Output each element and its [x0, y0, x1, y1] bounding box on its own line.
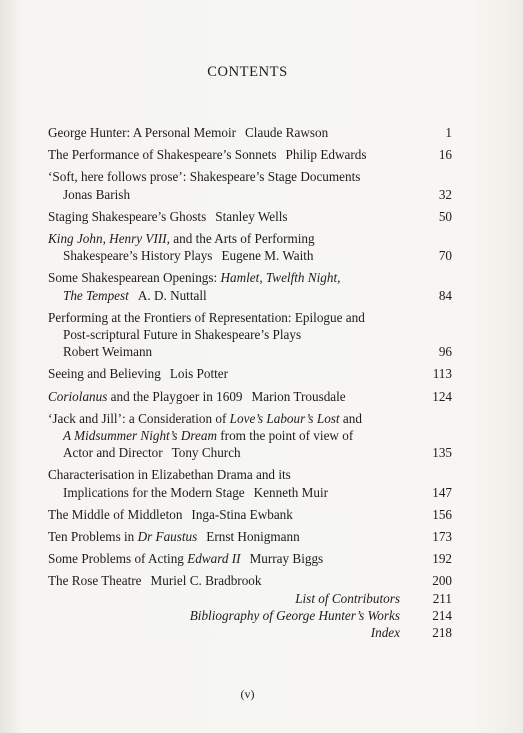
toc-entry — [48, 590, 452, 607]
toc-page-number: 32 — [438, 186, 452, 202]
toc-entry — [48, 572, 452, 589]
toc-title-text: from the point of view of — [216, 428, 354, 444]
toc-page-number: 173 — [432, 529, 452, 545]
toc-italic-title: Bibliography of George Hunter’s Works — [189, 607, 400, 623]
toc-title-text: and the Arts of Performing — [169, 231, 315, 247]
toc-entry-line — [48, 506, 452, 523]
toc-entry — [48, 466, 452, 500]
toc-page-number: 211 — [432, 590, 452, 606]
toc-entry — [48, 607, 452, 624]
toc-entry — [48, 550, 452, 567]
toc-title-text: ‘Soft, here follows prose’: Shakespeare’s Stage Documents — [48, 169, 361, 185]
toc-title-text: George Hunter: A Personal Memoir — [48, 125, 237, 140]
toc-author: Kenneth Muir — [253, 484, 329, 500]
toc-page-number: 70 — [438, 248, 452, 264]
toc-author: Murray Biggs — [249, 551, 324, 567]
toc-entry-line — [48, 186, 452, 203]
toc-page-number: 147 — [432, 484, 452, 500]
toc-title-text: Shakespeare’s History Plays — [63, 248, 213, 264]
toc-entry-line — [48, 484, 452, 501]
toc-entry-line — [48, 410, 452, 427]
toc-page-number: 50 — [438, 208, 452, 224]
toc-entry — [48, 388, 452, 405]
toc-title-text: ‘Jack and Jill’: a Consideration of — [48, 410, 230, 426]
toc-italic-title: Love’s Labour’s Lost — [229, 410, 340, 426]
toc-italic-title: Hamlet, Twelfth Night, — [220, 270, 341, 286]
toc-author: Inga-Stina Ewbank — [191, 506, 293, 522]
toc-page-number: 214 — [432, 607, 452, 623]
toc-entry-line — [48, 230, 452, 247]
toc-entry-line — [48, 287, 452, 304]
toc-entry-line — [48, 208, 452, 225]
toc-entry — [48, 528, 452, 545]
toc-entry-line — [48, 427, 452, 444]
toc-entry-line — [48, 590, 452, 607]
toc-entry-line — [48, 607, 452, 624]
toc-entry-line — [48, 247, 452, 264]
toc-entry — [48, 124, 452, 141]
toc-italic-title: Dr Faustus — [137, 529, 198, 545]
toc-title-text: Implications for the Modern Stage — [63, 484, 245, 500]
toc-entry-line — [48, 528, 452, 545]
toc-author: A. D. Nuttall — [137, 287, 207, 303]
toc-page-number: 156 — [432, 506, 452, 522]
toc-page-number: 16 — [438, 147, 452, 163]
toc-title-text: and the Playgoer in 1609 — [107, 388, 243, 404]
toc-italic-title: Index — [370, 625, 400, 641]
toc-entry — [48, 168, 452, 202]
toc-title-text: Some Shakespearean Openings: — [48, 270, 221, 286]
toc-page-number: 84 — [438, 287, 452, 303]
toc-italic-title: A Midsummer Night’s Dream — [63, 428, 217, 444]
toc-title-text: Ten Problems in — [48, 529, 138, 545]
toc-author: Ernst Honigmann — [206, 529, 300, 545]
toc-entry — [48, 269, 452, 303]
toc-entry-line — [48, 624, 452, 641]
toc-page-number: 135 — [432, 445, 452, 461]
toc-entry-line — [48, 124, 452, 141]
toc-page-number: 113 — [432, 366, 452, 382]
toc-title-text: Robert Weimann — [63, 344, 153, 360]
toc-entry-line — [48, 343, 452, 360]
toc-title-text: Jonas Barish — [63, 186, 131, 202]
toc-entry — [48, 208, 452, 225]
toc-italic-title: Edward II — [187, 551, 241, 567]
toc-entry-line — [48, 365, 452, 382]
toc-title-text: Performing at the Frontiers of Representation: Epilogue and — [48, 309, 365, 325]
toc-author: Lois Potter — [169, 366, 229, 382]
toc-entry — [48, 410, 452, 462]
toc-title-text: The Middle of Middleton — [48, 506, 183, 522]
toc-page-number: 1 — [445, 125, 452, 140]
toc-entry — [48, 506, 452, 523]
toc-entry-line — [48, 269, 452, 286]
toc-entry-line — [48, 146, 452, 163]
toc-italic-title: Coriolanus — [48, 388, 108, 404]
page-folio: (v) — [240, 687, 255, 701]
toc-italic-title: King John, Henry VIII, — [48, 231, 170, 247]
toc-author: Philip Edwards — [285, 147, 367, 163]
toc-entry-line — [48, 466, 452, 483]
toc-entry — [48, 146, 452, 163]
toc-entry — [48, 624, 452, 641]
toc-author: Muriel C. Bradbrook — [150, 573, 262, 589]
toc-entry-line — [48, 326, 452, 343]
toc-page-number: 218 — [432, 625, 452, 641]
toc-page-number: 192 — [432, 551, 452, 567]
toc-entry-line — [48, 550, 452, 567]
toc-author: Claude Rawson — [245, 125, 329, 140]
toc-title-text: The Performance of Shakespeare’s Sonnets — [48, 147, 277, 163]
toc-title-text: Seeing and Believing — [48, 366, 161, 382]
toc-italic-title: The Tempest — [63, 287, 129, 303]
toc-italic-title: List of Contributors — [295, 590, 400, 606]
toc-entry-line — [48, 572, 452, 589]
table-of-contents — [48, 124, 452, 641]
page-title: CONTENTS — [207, 64, 288, 80]
toc-entry-line — [48, 309, 452, 326]
toc-entry — [48, 309, 452, 361]
toc-author: Eugene M. Waith — [221, 248, 314, 264]
toc-title-text: Some Problems of Acting — [48, 551, 188, 567]
toc-entry-line — [48, 444, 452, 461]
toc-author: Tony Church — [171, 445, 241, 461]
toc-page-number: 200 — [432, 573, 452, 589]
toc-title-text: Actor and Director — [63, 445, 163, 461]
toc-page-number: 96 — [438, 344, 452, 360]
toc-entry-line — [48, 388, 452, 405]
toc-page-number: 124 — [432, 388, 452, 404]
toc-title-text: Post-scriptural Future in Shakespeare’s Plays — [63, 327, 302, 343]
toc-title-text: and — [339, 410, 362, 426]
toc-title-text: Characterisation in Elizabethan Drama and its — [48, 467, 291, 483]
toc-title-text: The Rose Theatre — [48, 573, 142, 589]
toc-author: Marion Trousdale — [251, 388, 346, 404]
toc-entry-line — [48, 168, 452, 185]
toc-entry — [48, 365, 452, 382]
toc-title-text: Staging Shakespeare’s Ghosts — [48, 208, 207, 224]
toc-author: Stanley Wells — [215, 208, 288, 224]
toc-entry — [48, 230, 452, 264]
